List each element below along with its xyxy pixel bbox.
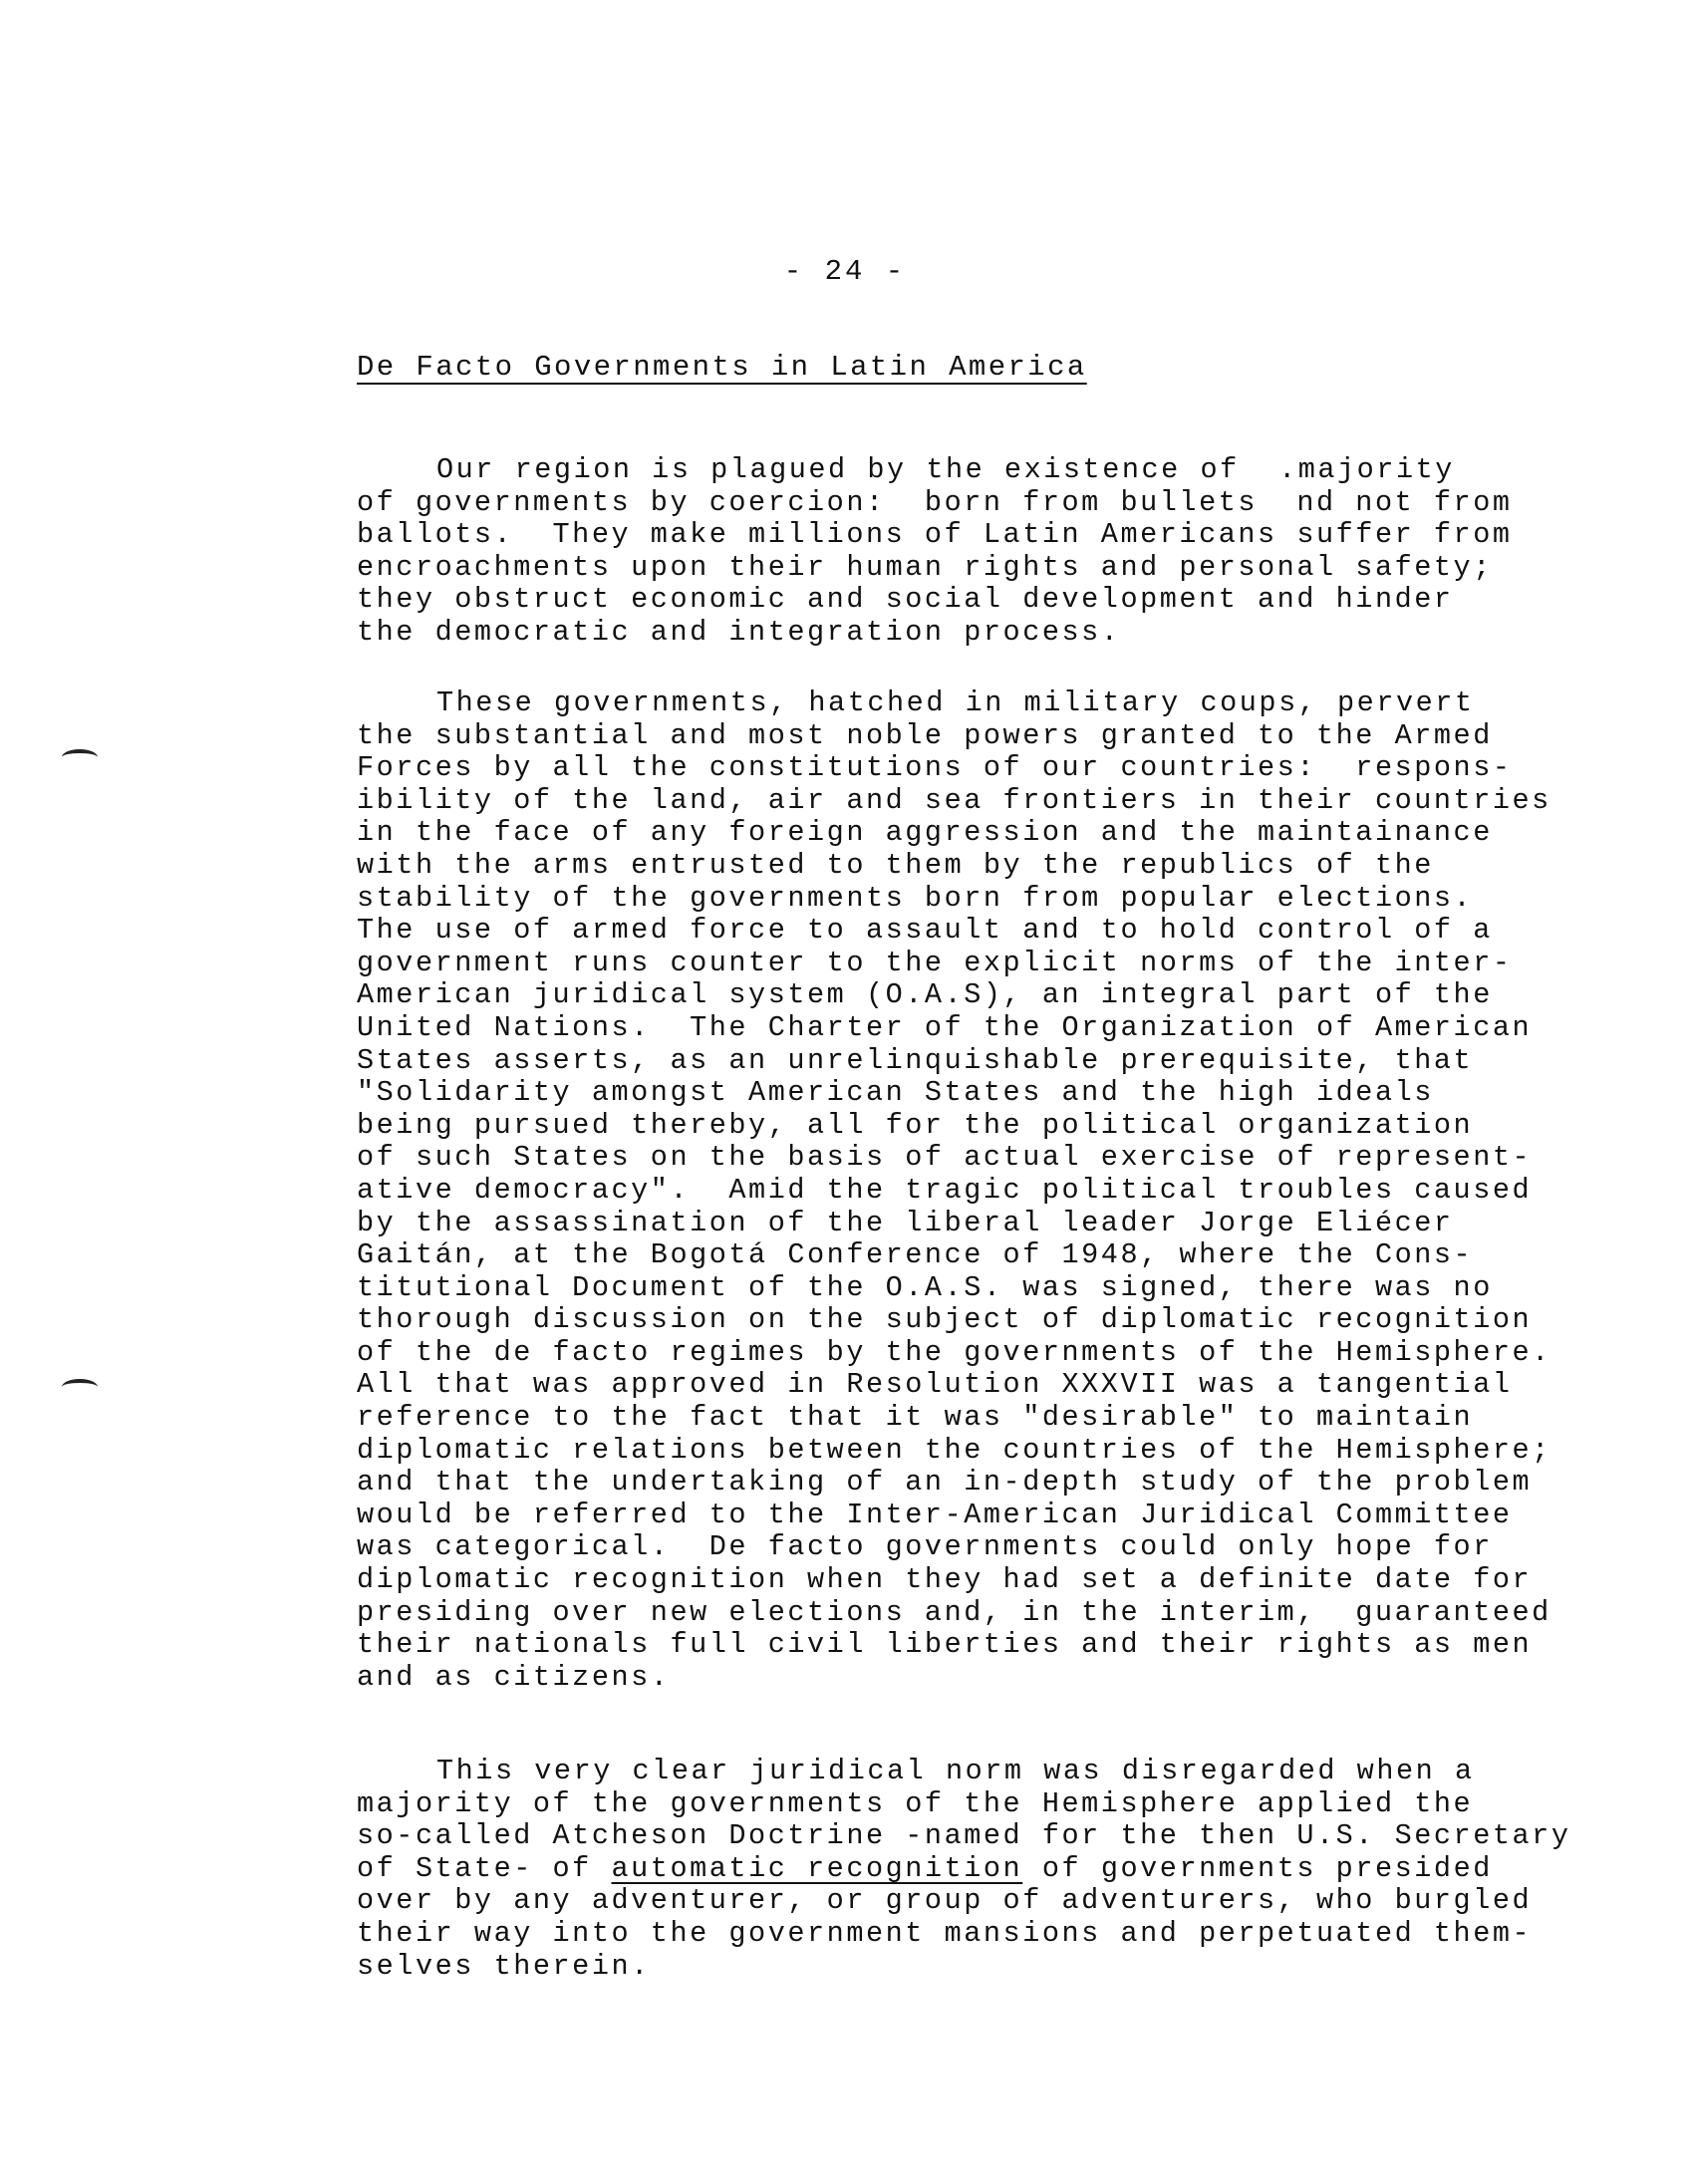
text-line: by the assassination of the liberal leader Jorge Eliécer bbox=[357, 1206, 1454, 1239]
text-line: over by any adventurer, or group of adventurers, who burgled bbox=[357, 1884, 1533, 1918]
text-line: All that was approved in Resolution XXXVII was a tangential bbox=[357, 1368, 1513, 1402]
text-line: in the face of any foreign aggression and the maintainance bbox=[357, 816, 1493, 850]
text-line: the substantial and most noble powers granted to the Armed bbox=[357, 718, 1493, 752]
paragraph-1 bbox=[357, 454, 1592, 650]
text-line bbox=[357, 1853, 1592, 1886]
paragraph-3 bbox=[357, 1756, 1592, 1983]
text-line: the democratic and integration process. bbox=[357, 615, 1121, 649]
text-line: States asserts, as an unrelinquishable prerequisite, that bbox=[357, 1043, 1474, 1077]
paragraph-2 bbox=[357, 687, 1592, 1694]
binder-hole-mark bbox=[62, 749, 98, 765]
text-fragment: of governments presided bbox=[1022, 1851, 1493, 1885]
text-line: was categorical. De facto governments could only hope for bbox=[357, 1530, 1493, 1564]
text-line: and that the undertaking of an in-depth study of the problem bbox=[357, 1466, 1533, 1500]
text-line: These governments, hatched in military coups, pervert bbox=[436, 686, 1475, 719]
text-fragment: of State- of bbox=[357, 1851, 612, 1885]
text-line: government runs counter to the explicit norms of the inter- bbox=[357, 946, 1513, 979]
text-line: ative democracy". Amid the tragic political troubles caused bbox=[357, 1173, 1533, 1207]
text-line: thorough discussion on the subject of diplomatic recognition bbox=[357, 1303, 1533, 1337]
text-line: United Nations. The Charter of the Organization of American bbox=[357, 1010, 1533, 1044]
text-line: Gaitán, at the Bogotá Conference of 1948, where the Cons- bbox=[357, 1238, 1474, 1272]
text-line: their way into the government mansions and perpetuated them- bbox=[357, 1916, 1533, 1950]
section-heading: De Facto Governments in Latin America bbox=[357, 351, 1087, 384]
page-number: - 24 - bbox=[783, 255, 907, 288]
text-line: stability of the governments born from popular elections. bbox=[357, 881, 1474, 915]
text-line: American juridical system (O.A.S), an integral part of the bbox=[357, 978, 1493, 1012]
text-line: being pursued thereby, all for the political organization bbox=[357, 1108, 1474, 1142]
text-line: diplomatic recognition when they had set a definite date for bbox=[357, 1563, 1533, 1597]
text-line: ballots. They make millions of Latin Americans suffer from bbox=[357, 518, 1513, 552]
binder-hole-mark bbox=[62, 1379, 98, 1395]
text-line: with the arms entrusted to them by the republics of the bbox=[357, 848, 1434, 882]
text-line: encroachments upon their human rights and personal safety; bbox=[357, 550, 1493, 584]
text-line: Forces by all the constitutions of our countries: respons- bbox=[357, 751, 1513, 785]
text-line: their nationals full civil liberties and their rights as men bbox=[357, 1628, 1533, 1662]
text-line: presiding over new elections and, in the interim, guaranteed bbox=[357, 1595, 1551, 1629]
text-line: This very clear juridical norm was disregarded when a bbox=[436, 1755, 1475, 1787]
text-line: of governments by coercion: born from bullets nd not from bbox=[357, 485, 1513, 519]
text-line: reference to the fact that it was "desirable" to maintain bbox=[357, 1401, 1474, 1435]
text-line: The use of armed force to assault and to hold control of a bbox=[357, 914, 1493, 948]
text-line: majority of the governments of the Hemisphere applied the bbox=[357, 1786, 1474, 1820]
text-line: selves therein. bbox=[357, 1949, 651, 1983]
text-line: so-called Atcheson Doctrine -named for the then U.S. Secretary bbox=[357, 1819, 1571, 1853]
text-line: of such States on the basis of actual exercise of represent- bbox=[357, 1141, 1533, 1175]
text-line: and as citizens. bbox=[357, 1660, 671, 1694]
text-line: they obstruct economic and social development and hinder bbox=[357, 583, 1454, 617]
text-line: Our region is plagued by the existence of .majority bbox=[436, 453, 1455, 486]
text-line: titutional Document of the O.A.S. was signed, there was no bbox=[357, 1270, 1493, 1304]
underlined-phrase: automatic recognition bbox=[611, 1851, 1023, 1885]
text-line: ibility of the land, air and sea frontiers in their countries bbox=[357, 783, 1551, 817]
text-line: diplomatic relations between the countries of the Hemisphere; bbox=[357, 1433, 1551, 1467]
text-line: "Solidarity amongst American States and the high ideals bbox=[357, 1076, 1434, 1110]
text-line: would be referred to the Inter-American Juridical Committee bbox=[357, 1498, 1513, 1531]
text-line: of the de facto regimes by the governments of the Hemisphere. bbox=[357, 1335, 1551, 1369]
